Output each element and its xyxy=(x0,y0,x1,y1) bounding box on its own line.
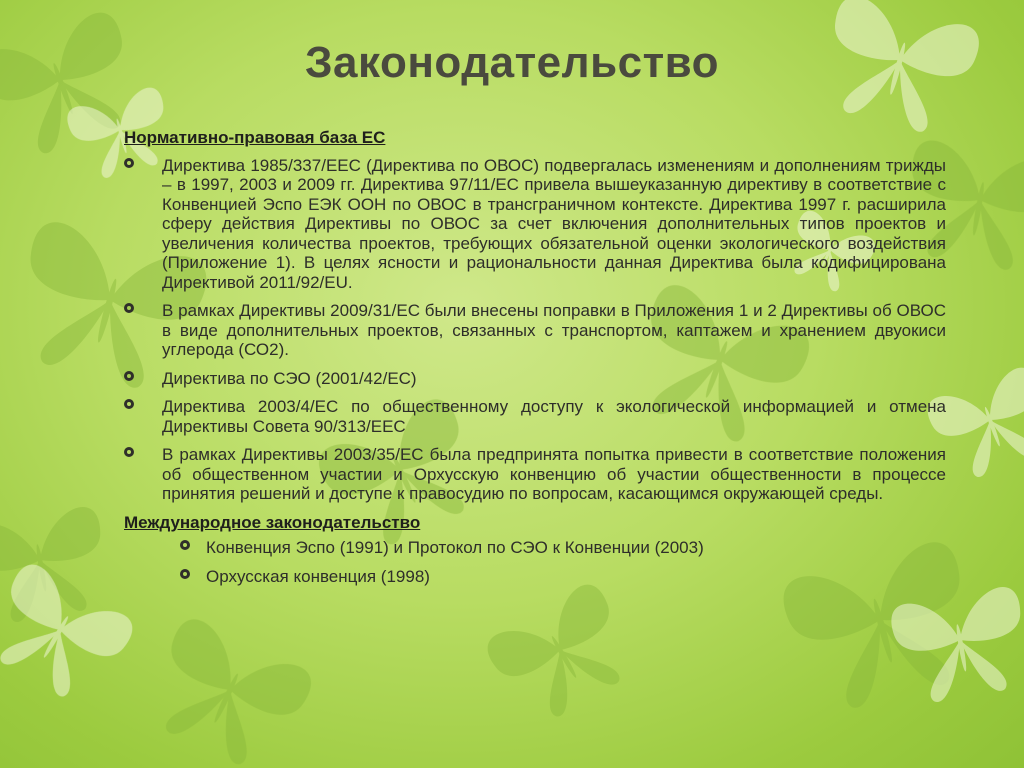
slide-title: Законодательство xyxy=(304,38,719,87)
list-item: В рамках Директивы 2009/31/ЕС были внесены поправки в Приложения 1 и 2 Директивы об ОВОС в виде дополнительных проектов, связанных с транспортом, каптажем и хранением двуокиси углерода (СО2). xyxy=(124,301,946,360)
section-heading-eu: Нормативно-правовая база ЕС xyxy=(124,128,386,147)
list-item: В рамках Директивы 2003/35/ЕС была предпринята попытка привести в соответствие положения об общественном участии и Орхусскую конвенцию об участии общественности в процессе принятия решений и доступе к правосудию по вопросам, касающимся окружающей среды. xyxy=(124,445,946,504)
bullet-ring-icon xyxy=(180,540,190,550)
bullet-ring-icon xyxy=(124,447,134,457)
sub-list-item: Конвенция Эспо (1991) и Протокол по СЭО к Конвенции (2003) xyxy=(124,538,946,558)
bullet-ring-icon xyxy=(124,303,134,313)
list-item: Директива 2003/4/ЕС по общественному доступу к экологической информацией и отмена Директивы Совета 90/313/ЕЕС xyxy=(124,397,946,436)
bullet-ring-icon xyxy=(124,158,134,168)
sub-list-item: Орхусская конвенция (1998) xyxy=(124,567,946,587)
bullet-ring-icon xyxy=(180,569,190,579)
list-item: Директива 1985/337/ЕЕС (Директива по ОВОС) подвергалась изменениям и дополнениям трижды – в 1997, 2003 и 2009 гг. Директива 97/11/ЕС привела вышеуказанную директиву в соответствие с Конвенцией Эспо ЕЭК ООН по ОВОС в трансграничном контексте. Директива 1997 г. расширила сферу действия Директивы по ОВОС за счет включения дополнительных типов проектов и увеличения количества проектов, требующих обязательной оценки экологического воздействия (Приложение 1). В целях ясности и рациональности данная Директива была кодифицирована Директивой 2011/92/EU. xyxy=(124,156,946,293)
slide-content xyxy=(124,128,946,595)
list-item: Директива по СЭО (2001/42/ЕС) xyxy=(124,369,946,389)
bullet-ring-icon xyxy=(124,371,134,381)
section-heading-international: Международное законодательство xyxy=(124,512,421,532)
bullet-ring-icon xyxy=(124,399,134,409)
